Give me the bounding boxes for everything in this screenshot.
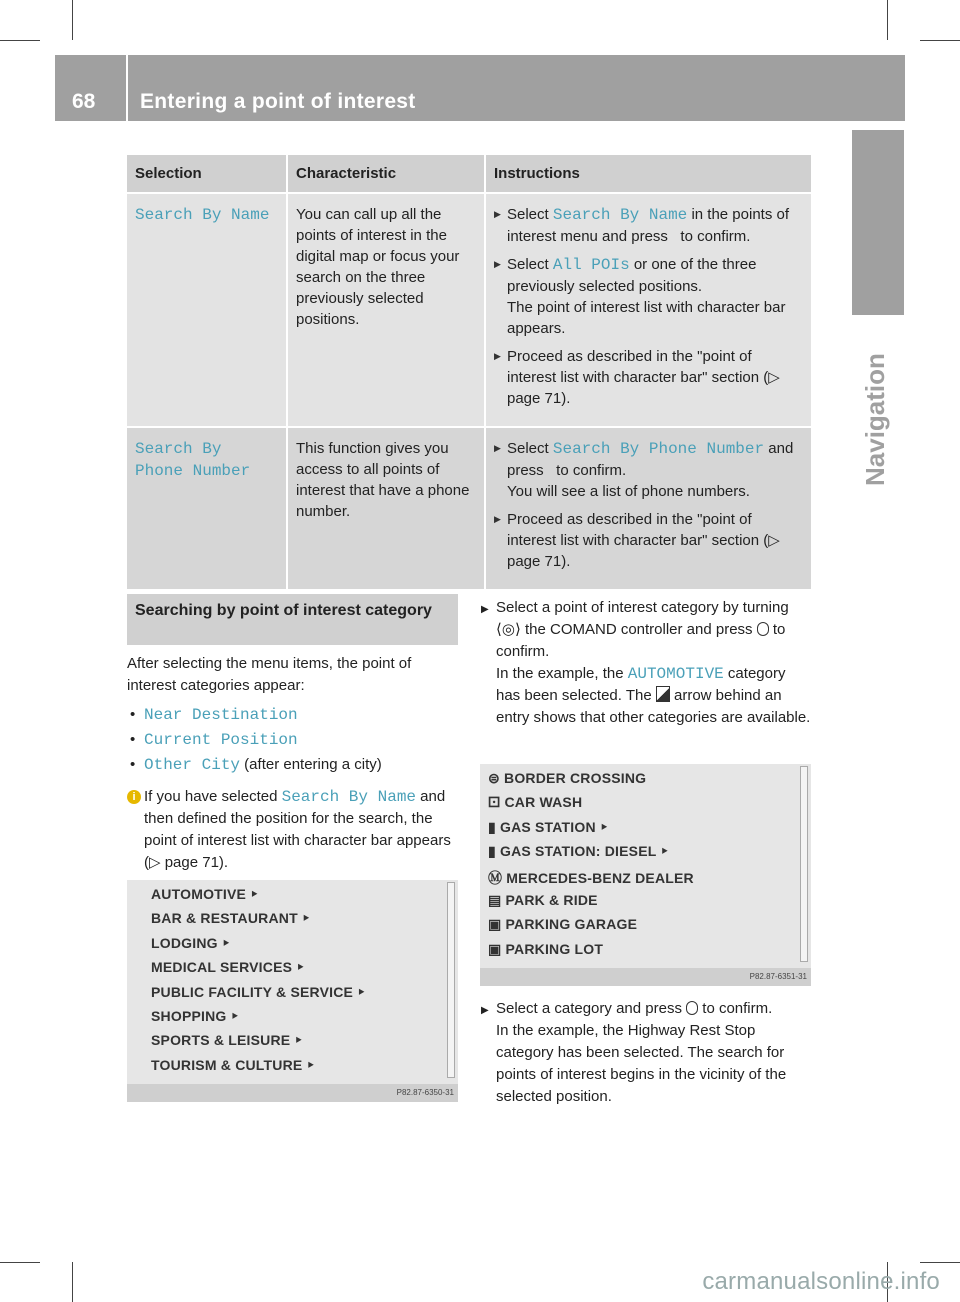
crop-mark: [0, 40, 40, 41]
header-divider: [126, 55, 128, 121]
step-note: You will see a list of phone numbers.: [507, 483, 750, 500]
crop-mark: [0, 1262, 40, 1263]
list-item: ▮ GAS STATION: DIESEL ‣: [488, 843, 669, 859]
list-item: Ⓜ MERCEDES-BENZ DEALER: [488, 870, 694, 886]
header-margin: [0, 55, 55, 121]
instruction-step: ▶ Select All POIs or one of the three previously selected positions. The point of interest list with character bar appears.: [494, 254, 803, 339]
info-note: i If you have selected Search By Name and then defined the position for the search, the point of interest list with character bar appears (▷ page 71).: [127, 786, 460, 874]
section-label: [852, 318, 904, 488]
category-screen-detail: [480, 764, 811, 986]
cell-characteristic: You can call up all the points of interest in the digital map or focus your search on the three previously selected positions.: [287, 193, 485, 427]
controller-turn-icon: ⟨◎⟩: [496, 621, 521, 638]
list-item: ▤ PARK & RIDE: [488, 892, 598, 908]
selection-code: Search By Phone Number: [135, 440, 251, 480]
list-item: ▣ PARKING LOT: [488, 941, 604, 957]
crop-mark: [72, 1262, 73, 1302]
list-item: LODGING ‣: [151, 935, 231, 951]
list-item: MEDICAL SERVICES ‣: [151, 959, 305, 975]
list-item: TOURISM & CULTURE ‣: [151, 1057, 315, 1073]
instruction-step: ▶ Proceed as described in the "point of interest list with character bar" section (▷ page 71).: [494, 509, 803, 572]
step-note: The point of interest list with character bar appears.: [507, 299, 786, 337]
list-item: ⊜ BORDER CROSSING: [488, 770, 647, 786]
col-header-instructions: Instructions: [485, 155, 811, 193]
press-icon: [757, 622, 769, 636]
cell-instructions: [485, 427, 811, 589]
crop-mark: [72, 0, 73, 40]
press-icon: [686, 1001, 698, 1015]
info-icon: i: [127, 790, 141, 804]
list-item: ⚀ CAR WASH: [488, 794, 583, 810]
crop-mark: [920, 40, 960, 41]
page-number: 68: [72, 90, 96, 113]
instruction-step: ▶ Select Search By Phone Number and press to confirm. You will see a list of phone numbers.: [494, 438, 803, 502]
arrow-icon: [656, 686, 670, 702]
intro-text: After selecting the menu items, the point of interest categories appear:: [127, 655, 412, 694]
list-item: SPORTS & LEISURE ‣: [151, 1032, 303, 1048]
list-item: • Near Destination: [130, 706, 298, 724]
step-1: ▶ Select a point of interest category by turning ⟨◎⟩ the COMAND controller and press to confirm. In the example, the AUTOMOTIVE category has been selected. The arrow behind an entry shows that other categories are available.: [481, 599, 811, 726]
category-screen: [127, 880, 458, 1102]
scrollbar[interactable]: [447, 882, 455, 1078]
table-row: [127, 427, 811, 589]
figure-code: P82.87-6351-31: [480, 968, 811, 986]
list-item: SHOPPING ‣: [151, 1008, 240, 1024]
selection-code: Search By Name: [135, 206, 270, 224]
step-2: ▶ Select a category and press to confirm. In the example, the Highway Rest Stop category has been selected. The search for points of interest begins in the vicinity of the selected position.: [481, 1000, 787, 1105]
list-item: ▮ GAS STATION ‣: [488, 819, 609, 835]
cell-selection: [127, 427, 287, 589]
instruction-step: ▶ Proceed as described in the "point of interest list with character bar" section (▷ page 71).: [494, 346, 803, 409]
col-header-selection: Selection: [127, 155, 287, 193]
section-label-text: Navigation: [860, 353, 890, 486]
figure-code: P82.87-6350-31: [127, 1084, 458, 1102]
scrollbar[interactable]: [800, 766, 808, 962]
list-item: • Other City (after entering a city): [130, 756, 382, 774]
watermark: carmanualsonline.info: [702, 1268, 940, 1295]
list-item: ▣ PARKING GARAGE: [488, 916, 638, 932]
list-item: PUBLIC FACILITY & SERVICE ‣: [151, 984, 366, 1000]
list-item: • Current Position: [130, 731, 298, 749]
crop-mark: [887, 0, 888, 40]
section-tab: [852, 130, 904, 315]
cell-selection: [127, 193, 287, 427]
selection-table: [127, 155, 811, 589]
list-item: AUTOMOTIVE ‣: [151, 886, 259, 902]
instruction-step: ▶ Select Search By Name in the points of interest menu and press to confirm.: [494, 204, 803, 247]
table-row: [127, 193, 811, 427]
header-bar: [0, 55, 905, 121]
col-header-characteristic: Characteristic: [287, 155, 485, 193]
cell-instructions: [485, 193, 811, 427]
page-title: Entering a point of interest: [140, 90, 416, 113]
section-heading: Searching by point of interest category: [127, 594, 458, 645]
cell-characteristic: This function gives you access to all points of interest that have a phone number.: [287, 427, 485, 589]
list-item: BAR & RESTAURANT ‣: [151, 910, 311, 926]
crop-mark: [920, 1262, 960, 1263]
